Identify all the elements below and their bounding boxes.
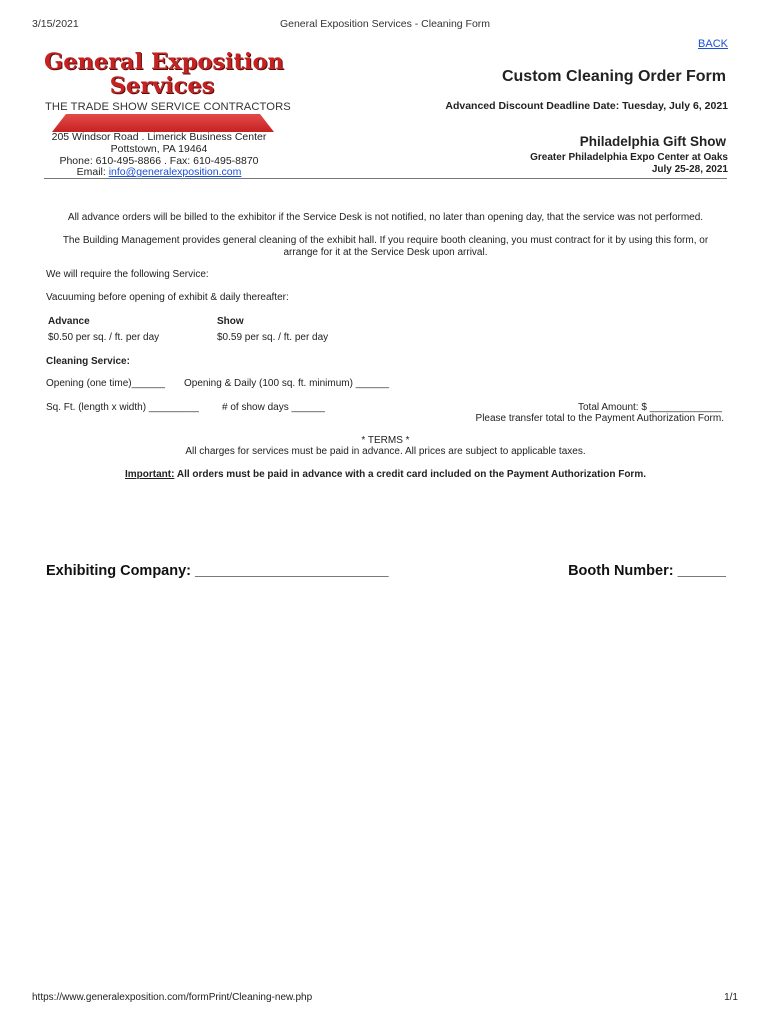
company-address [44, 132, 274, 179]
total-amount-field[interactable]: Total Amount: $ _____________ [577, 402, 722, 413]
company-logo [44, 49, 284, 99]
show-days-field[interactable]: # of show days ______ [222, 402, 325, 413]
important-text: All orders must be paid in advance with a credit card included on the Payment Authorization Form. [174, 469, 646, 480]
important-label: Important: [124, 469, 175, 480]
advance-price-label: Advance [48, 316, 90, 327]
form-title: Custom Cleaning Order Form [501, 68, 726, 85]
booth-number-field[interactable]: Booth Number: ______ [568, 563, 726, 579]
back-link[interactable]: BACK [698, 38, 728, 50]
print-page-title: General Exposition Services - Cleaning Form [279, 18, 491, 30]
building-notice-line-2: arrange for it at the Service Desk upon arrival. [283, 247, 488, 258]
important-notice [44, 469, 727, 481]
print-url: https://www.generalexposition.com/formPrint/Cleaning-new.php [32, 992, 313, 1003]
service-requirement: We will require the following Service: [46, 269, 209, 280]
building-management-notice [44, 235, 727, 259]
vacuuming-description: Vacuuming before opening of exhibit & daily thereafter: [46, 292, 289, 303]
opening-one-time-field[interactable]: Opening (one time)______ [46, 378, 165, 389]
email-label: Email: [76, 166, 109, 179]
cleaning-service-heading: Cleaning Service: [46, 356, 130, 367]
terms-heading: * TERMS * [361, 435, 410, 446]
square-feet-field[interactable]: Sq. Ft. (length x width) _________ [46, 402, 199, 413]
address-line-1: 205 Windsor Road . Limerick Business Center [51, 131, 267, 143]
show-price: $0.59 per sq. / ft. per day [217, 332, 329, 343]
show-dates: July 25-28, 2021 [651, 164, 728, 175]
email-link[interactable]: info@generalexposition.com [108, 166, 242, 179]
logo-swoosh [52, 114, 274, 132]
show-price-label: Show [217, 316, 244, 327]
opening-daily-field[interactable]: Opening & Daily (100 sq. ft. minimum) ______ [184, 378, 390, 389]
show-venue-block [530, 152, 728, 176]
address-line-2: Pottstown, PA 19464 [110, 142, 208, 155]
logo-name-line1: General Exposition [44, 49, 284, 75]
page-number: 1/1 [724, 992, 738, 1003]
exhibiting-company-field[interactable]: Exhibiting Company: ________________________ [46, 563, 389, 579]
terms-text: All charges for services must be paid in advance. All prices are subject to applicable taxes. [185, 446, 586, 457]
print-date: 3/15/2021 [32, 18, 79, 30]
phone-fax: Phone: 610-495-8866 . Fax: 610-495-8870 [59, 154, 259, 167]
show-name: Philadelphia Gift Show [579, 134, 726, 149]
billing-notice: All advance orders will be billed to the exhibitor if the Service Desk is not notified, no later than opening day, that the service was not performed. [67, 212, 704, 223]
discount-deadline: Advanced Discount Deadline Date: Tuesday, July 6, 2021 [445, 100, 728, 112]
advance-price: $0.50 per sq. / ft. per day [48, 332, 160, 343]
header-divider [44, 178, 727, 179]
transfer-instruction: Please transfer total to the Payment Authorization Form. [475, 413, 724, 424]
show-venue: Greater Philadelphia Expo Center at Oaks [530, 152, 728, 163]
logo-tagline: THE TRADE SHOW SERVICE CONTRACTORS [45, 101, 291, 113]
building-notice-line-1: The Building Management provides general cleaning of the exhibit hall. If you require booth cleaning, you must contract for it by using this form, or [62, 235, 709, 246]
logo-name-line2: Services [109, 73, 215, 99]
